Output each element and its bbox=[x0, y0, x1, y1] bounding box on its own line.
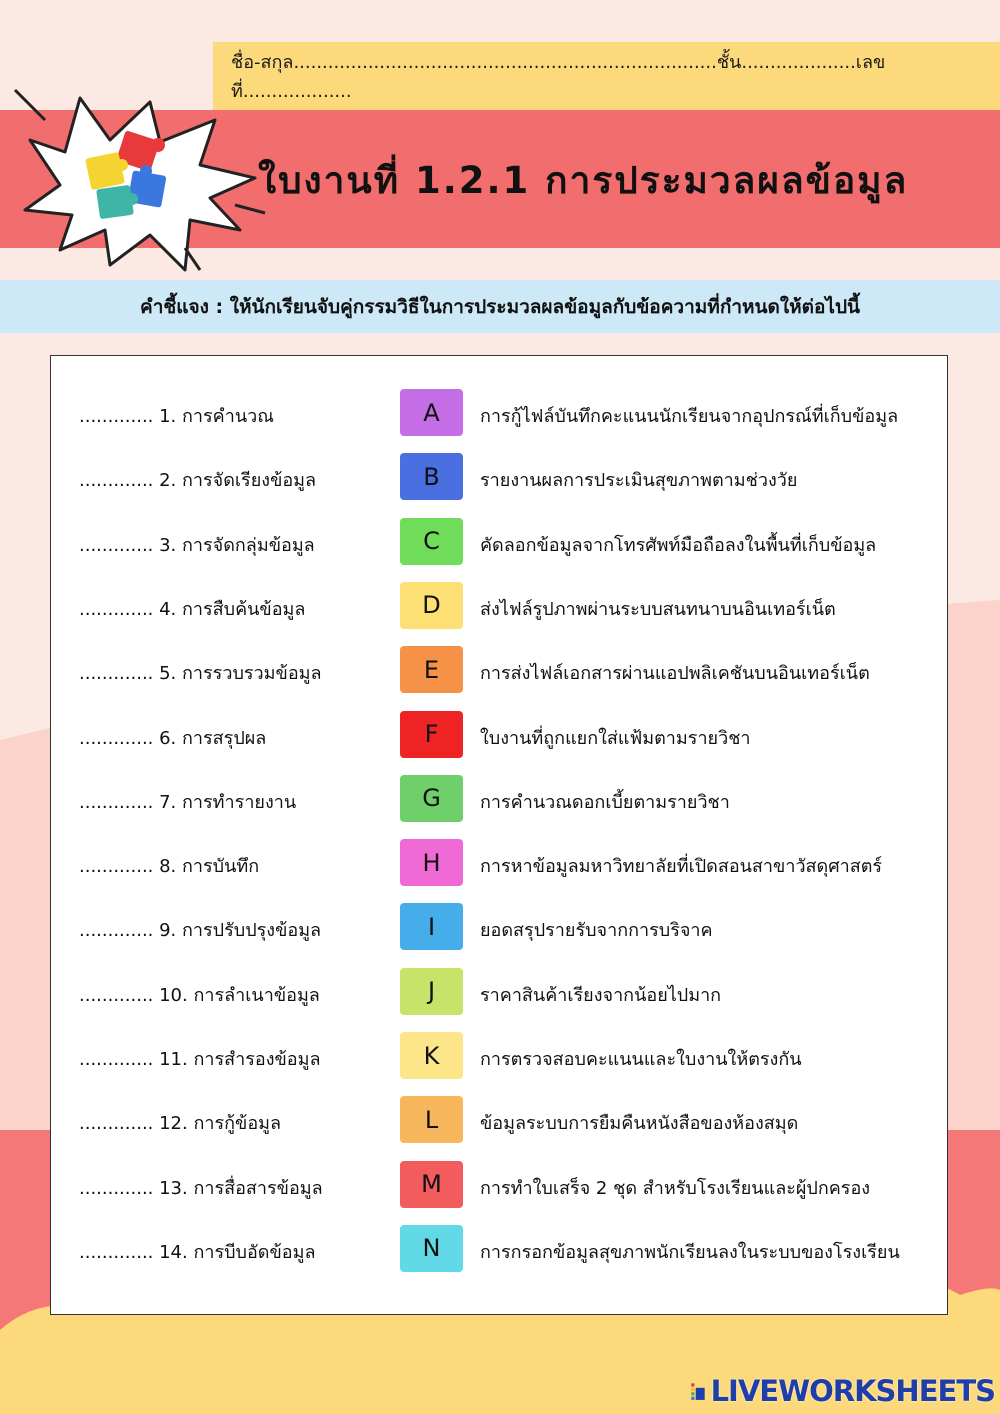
matching-row bbox=[51, 710, 949, 760]
answer-letter-badge: E bbox=[400, 646, 463, 693]
answer-letter-badge: G bbox=[400, 775, 463, 822]
matching-row bbox=[51, 1031, 949, 1081]
matching-row bbox=[51, 1160, 949, 1210]
matching-row bbox=[51, 1224, 949, 1274]
matching-row bbox=[51, 1095, 949, 1145]
matching-row bbox=[51, 838, 949, 888]
process-method-answer[interactable]: ............. 13. การสื่อสารข้อมูล bbox=[79, 1177, 323, 1199]
watermark-text: LIVEWORKSHEETS bbox=[710, 1374, 995, 1408]
scenario-text: การทำใบเสร็จ 2 ชุด สำหรับโรงเรียนและผู้ปกครอง bbox=[480, 1177, 871, 1199]
matching-row bbox=[51, 902, 949, 952]
process-method-answer[interactable]: ............. 12. การกู้ข้อมูล bbox=[79, 1113, 282, 1135]
liveworksheets-logo-icon bbox=[690, 1376, 707, 1406]
liveworksheets-watermark bbox=[690, 1373, 995, 1409]
comic-burst-icon bbox=[10, 80, 270, 280]
answer-letter-badge: A bbox=[400, 389, 463, 436]
process-method-answer[interactable]: ............. 10. การลำเนาข้อมูล bbox=[79, 984, 320, 1006]
answer-letter-badge: M bbox=[400, 1161, 463, 1208]
process-method-answer[interactable]: ............. 3. การจัดกลุ่มข้อมูล bbox=[79, 534, 315, 556]
matching-row bbox=[51, 517, 949, 567]
scenario-text: การกรอกข้อมูลสุขภาพนักเรียนลงในระบบของโรงเรียน bbox=[480, 1241, 900, 1263]
name-class-number-line bbox=[213, 42, 1000, 110]
worksheet-title: ใบงานที่ 1.2.1 การประมวลผลข้อมูล bbox=[258, 158, 909, 202]
answer-letter-badge: K bbox=[400, 1032, 463, 1079]
process-method-answer[interactable]: ............. 6. การสรุปผล bbox=[79, 727, 267, 749]
scenario-text: ยอดสรุปรายรับจากการบริจาค bbox=[480, 920, 713, 942]
answer-letter-badge: F bbox=[400, 711, 463, 758]
scenario-text: ส่งไฟล์รูปภาพผ่านระบบสนทนาบนอินเทอร์เน็ต bbox=[480, 598, 836, 620]
instruction-bar bbox=[0, 280, 1000, 333]
scenario-text: การหาข้อมูลมหาวิทยาลัยที่เปิดสอนสาขาวัสดุศาสตร์ bbox=[480, 856, 883, 878]
process-method-answer[interactable]: ............. 11. การสำรองข้อมูล bbox=[79, 1049, 321, 1070]
matching-row bbox=[51, 388, 949, 438]
answer-letter-badge: C bbox=[400, 518, 463, 565]
process-method-answer[interactable]: ............. 7. การทำรายงาน bbox=[79, 791, 297, 813]
matching-row bbox=[51, 967, 949, 1017]
process-method-answer[interactable]: ............. 8. การบันทึก bbox=[79, 856, 260, 878]
process-method-answer[interactable]: ............. 1. การคำนวณ bbox=[79, 406, 274, 427]
scenario-text: การส่งไฟล์เอกสารผ่านแอปพลิเคชันบนอินเทอร์เน็ต bbox=[480, 663, 870, 685]
answer-letter-badge: J bbox=[400, 968, 463, 1015]
process-method-answer[interactable]: ............. 14. การบีบอัดข้อมูล bbox=[79, 1241, 316, 1263]
process-method-answer[interactable]: ............. 2. การจัดเรียงข้อมูล bbox=[79, 470, 317, 492]
matching-card bbox=[50, 355, 948, 1315]
answer-letter-badge: H bbox=[400, 839, 463, 886]
matching-row bbox=[51, 581, 949, 631]
answer-letter-badge: D bbox=[400, 582, 463, 629]
process-method-answer[interactable]: ............. 9. การปรับปรุงข้อมูล bbox=[79, 920, 322, 942]
scenario-text: การตรวจสอบคะแนนและใบงานให้ตรงกัน bbox=[480, 1049, 802, 1070]
name-line-text: ชื่อ-สกุล..........................................................................ชั้น....................เลขที่................... bbox=[231, 52, 886, 102]
answer-letter-badge: N bbox=[400, 1225, 463, 1272]
scenario-text: รายงานผลการประเมินสุขภาพตามช่วงวัย bbox=[480, 470, 798, 492]
process-method-answer[interactable]: ............. 5. การรวบรวมข้อมูล bbox=[79, 663, 322, 685]
scenario-text: การคำนวณดอกเบี้ยตามรายวิชา bbox=[480, 791, 730, 813]
matching-row bbox=[51, 645, 949, 695]
answer-letter-badge: B bbox=[400, 453, 463, 500]
scenario-text: ใบงานที่ถูกแยกใส่แฟ้มตามรายวิชา bbox=[480, 727, 751, 749]
matching-row bbox=[51, 774, 949, 824]
scenario-text: ข้อมูลระบบการยืมคืนหนังสือของห้องสมุด bbox=[480, 1113, 799, 1135]
scenario-text: การกู้ไฟล์บันทึกคะแนนนักเรียนจากอุปกรณ์ที่เก็บข้อมูล bbox=[480, 406, 899, 427]
answer-letter-badge: I bbox=[400, 903, 463, 950]
process-method-answer[interactable]: ............. 4. การสืบค้นข้อมูล bbox=[79, 598, 306, 620]
matching-row bbox=[51, 452, 949, 502]
scenario-text: คัดลอกข้อมูลจากโทรศัพท์มือถือลงในพื้นที่เก็บข้อมูล bbox=[480, 534, 877, 556]
answer-letter-badge: L bbox=[400, 1096, 463, 1143]
scenario-text: ราคาสินค้าเรียงจากน้อยไปมาก bbox=[480, 984, 722, 1006]
instruction-text: คำชี้แจง : ให้นักเรียนจับคู่กรรมวิธีในการประมวลผลข้อมูลกับข้อความที่กำหนดให้ต่อไปนี้ bbox=[139, 295, 860, 318]
